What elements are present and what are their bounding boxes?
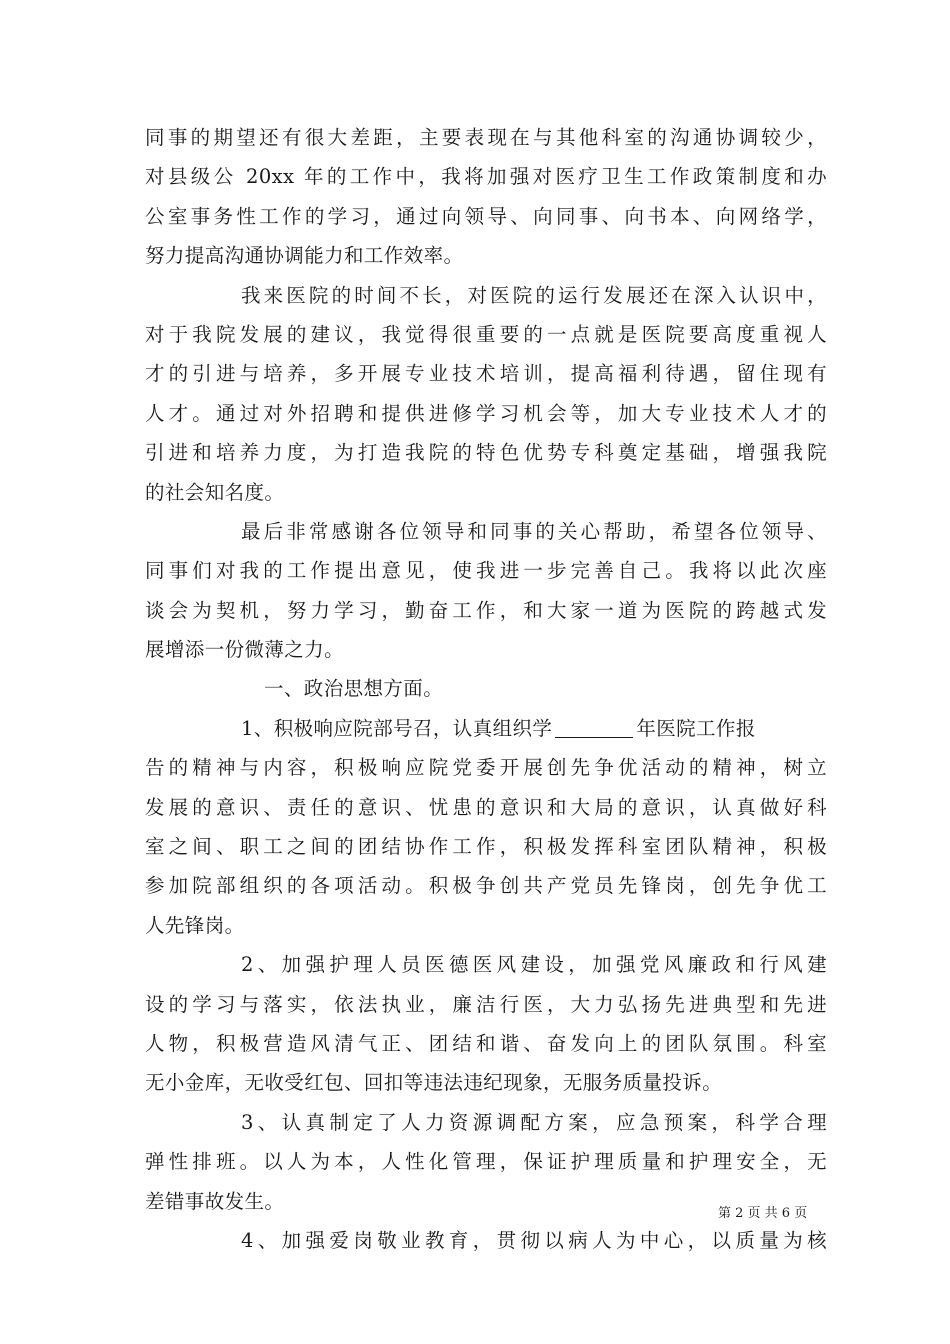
text-line: 谈会为契机，努力学习，勤奋工作，和大家一道为医院的跨越式发: [145, 598, 827, 622]
text-line: 人先锋岗。: [145, 913, 245, 937]
text-line: 人才。通过对外招聘和提供进修学习机会等，加大专业技术人才的: [145, 401, 827, 425]
document-body: [145, 118, 827, 1260]
item-1-text-start: 1、积极响应院部号召，认真组织学: [241, 716, 553, 740]
text-line: [145, 709, 827, 748]
text-line: 2、加强护理人员医德医风建设，加强党风廉政和行风建: [241, 953, 827, 977]
text-line: 最后非常感谢各位领导和同事的关心帮助，希望各位领导、: [241, 519, 827, 543]
page-number-footer: 第 2 页 共 6 页: [718, 1206, 808, 1221]
text-line: 发展的意识、责任的意识、忧患的意识和大局的意识，认真做好科: [145, 795, 827, 819]
fill-in-blank: [555, 715, 633, 738]
text-line: 展增添一份微薄之力。: [145, 638, 345, 662]
text-line: 4、加强爱岗敬业教育，贯彻以病人为中心，以质量为核: [241, 1228, 827, 1252]
text-line: 公室事务性工作的学习，通过向领导、向同事、向书本、向网络学，: [145, 204, 827, 228]
text-line: 的社会知名度。: [145, 480, 285, 504]
text-line: 我来医院的时间不长，对医院的运行发展还在深入认识中，: [241, 283, 827, 307]
text-line: 才的引进与培养，多开展专业技术培训，提高福利待遇，留住现有: [145, 362, 827, 386]
text-line: 参加院部组织的各项活动。积极争创共产党员先锋岗，创先争优工: [145, 874, 827, 898]
text-line: 室之间、职工之间的团结协作工作，积极发挥科室团队精神，积极: [145, 835, 827, 859]
item-1-text-end: 年医院工作报: [636, 716, 756, 740]
text-line: 同事的期望还有很大差距，主要表现在与其他科室的沟通协调较少，: [145, 126, 827, 149]
text-line: 对于我院发展的建议，我觉得很重要的一点就是医院要高度重视人: [145, 322, 827, 346]
section-heading: 一、政治思想方面。: [264, 677, 444, 701]
text-line: 无小金库，无收受红包、回扣等违法违纪现象，无服务质量投诉。: [145, 1071, 723, 1095]
text-line: 设的学习与落实，依法执业，廉洁行医，大力弘扬先进典型和先进: [145, 992, 827, 1016]
text-line: 努力提高沟通协调能力和工作效率。: [145, 244, 464, 268]
text-line: 3、认真制定了人力资源调配方案，应急预案，科学合理: [241, 1110, 827, 1134]
text-line: 差错事故发生。: [145, 1189, 285, 1213]
text-line: 引进和培养力度，为打造我院的特色优势专科奠定基础，增强我院: [145, 441, 827, 465]
text-line: 对县级公 20xx 年的工作中，我将加强对医疗卫生工作政策制度和办: [145, 165, 827, 189]
text-line: 告的精神与内容，积极响应院党委开展创先争优活动的精神，树立: [145, 756, 827, 780]
text-line: 同事们对我的工作提出意见，使我进一步完善自己。我将以此次座: [145, 559, 827, 583]
text-line: 弹性排班。以人为本，人性化管理，保证护理质量和护理安全，无: [145, 1150, 827, 1174]
text-line: 人物，积极营造风清气正、团结和谐、奋发向上的团队氛围。科室: [145, 1031, 827, 1055]
